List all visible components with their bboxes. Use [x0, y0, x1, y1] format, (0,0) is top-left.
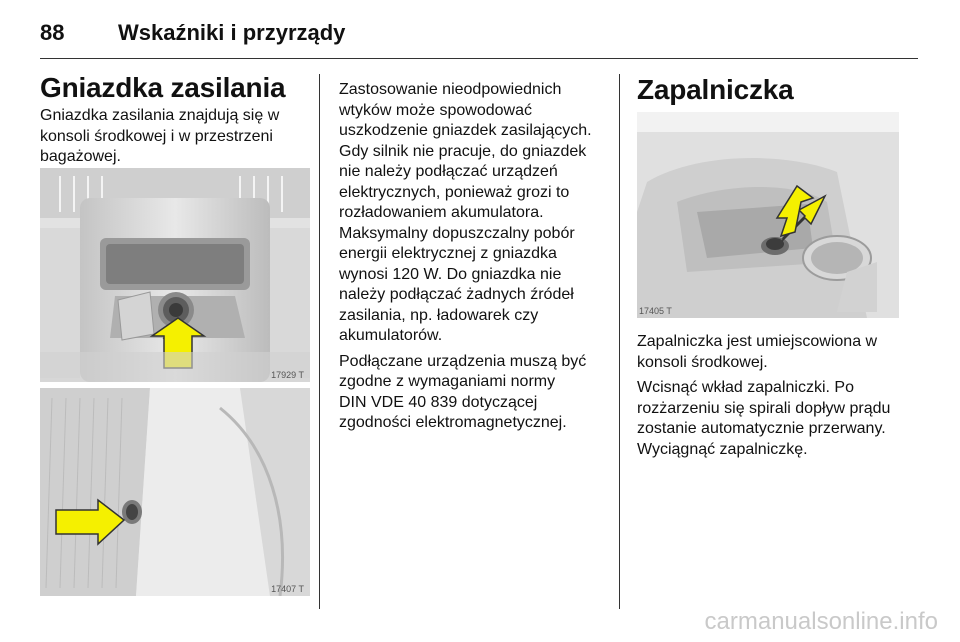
- text-line: Maksymalny dopuszczalny pobór: [339, 224, 575, 242]
- text-line: Gniazdka zasilania znajdują się w: [40, 107, 280, 124]
- cigarette-lighter-text: [637, 332, 907, 465]
- text-line: bagażowej.: [40, 148, 121, 165]
- text-line: zgodne z wymaganiami normy: [339, 373, 556, 390]
- figure-code-top: 17929 T: [271, 370, 304, 380]
- text-line: akumulatorów.: [339, 327, 443, 344]
- section-heading-cigarette-lighter: Zapalniczka: [637, 74, 794, 105]
- text-line: Zastosowanie nieodpowiednich: [339, 81, 562, 98]
- text-line: rozżarzeniu się spirali dopływ prądu: [637, 399, 891, 417]
- power-outlets-intro: [40, 106, 310, 168]
- standard-paragraph: [339, 352, 613, 434]
- text-line: elektrycznych, ponieważ grozi to: [339, 183, 570, 201]
- console-socket-illustration: [40, 168, 310, 382]
- column-divider-right: [619, 74, 620, 609]
- text-line: Wyciągnąć zapalniczkę.: [637, 440, 808, 458]
- text-line: wynosi 120 W. Do gniazdka nie: [339, 265, 562, 283]
- text-line: Wcisnąć wkład zapalniczki. Po: [637, 379, 854, 396]
- figure-luggage-socket: [40, 388, 310, 596]
- figure-code-lighter: 17405 T: [639, 306, 672, 316]
- text-line: DIN VDE 40 839 dotyczącej: [339, 393, 538, 411]
- power-outlets-warning: [339, 80, 613, 439]
- text-line: energii elektrycznej z gniazdka: [339, 245, 557, 262]
- column-divider-left: [319, 74, 320, 609]
- warning-paragraph: [339, 80, 613, 347]
- text-line: wtyków może spowodować: [339, 101, 532, 119]
- figure-console-socket: [40, 168, 310, 382]
- page-header-title: Wskaźniki i przyrządy: [118, 20, 346, 45]
- text-line: zostanie automatycznie przerwany.: [637, 420, 886, 437]
- text-line: zasilania, np. ładowarek czy: [339, 306, 539, 324]
- page-number: 88: [40, 20, 65, 45]
- section-heading-power-outlets: Gniazdka zasilania: [40, 72, 286, 103]
- lighter-usage-paragraph: [637, 378, 907, 460]
- text-line: konsoli środkowej i w przestrzeni: [40, 127, 273, 145]
- text-line: zgodności elektromagnetycznej.: [339, 414, 567, 431]
- watermark: carmanualsonline.info: [704, 608, 938, 635]
- text-line: konsoli środkowej.: [637, 353, 768, 371]
- text-line: nie należy podłączać urządzeń: [339, 163, 558, 180]
- luggage-socket-illustration: [40, 388, 310, 596]
- text-line: należy podłączać żadnych źródeł: [339, 286, 574, 303]
- text-line: Zapalniczka jest umiejscowiona w: [637, 333, 878, 350]
- text-line: uszkodzenie gniazdek zasilających.: [339, 122, 592, 139]
- text-line: rozładowaniem akumulatora.: [339, 204, 544, 221]
- text-line: Podłączane urządzenia muszą być: [339, 352, 587, 370]
- lighter-location-paragraph: [637, 332, 907, 373]
- text-line: Gdy silnik nie pracuje, do gniazdek: [339, 142, 587, 160]
- figure-code-bottom: 17407 T: [271, 584, 304, 594]
- cigarette-lighter-illustration: [637, 112, 899, 318]
- figure-cigarette-lighter: [637, 112, 899, 318]
- header-divider: [40, 58, 918, 59]
